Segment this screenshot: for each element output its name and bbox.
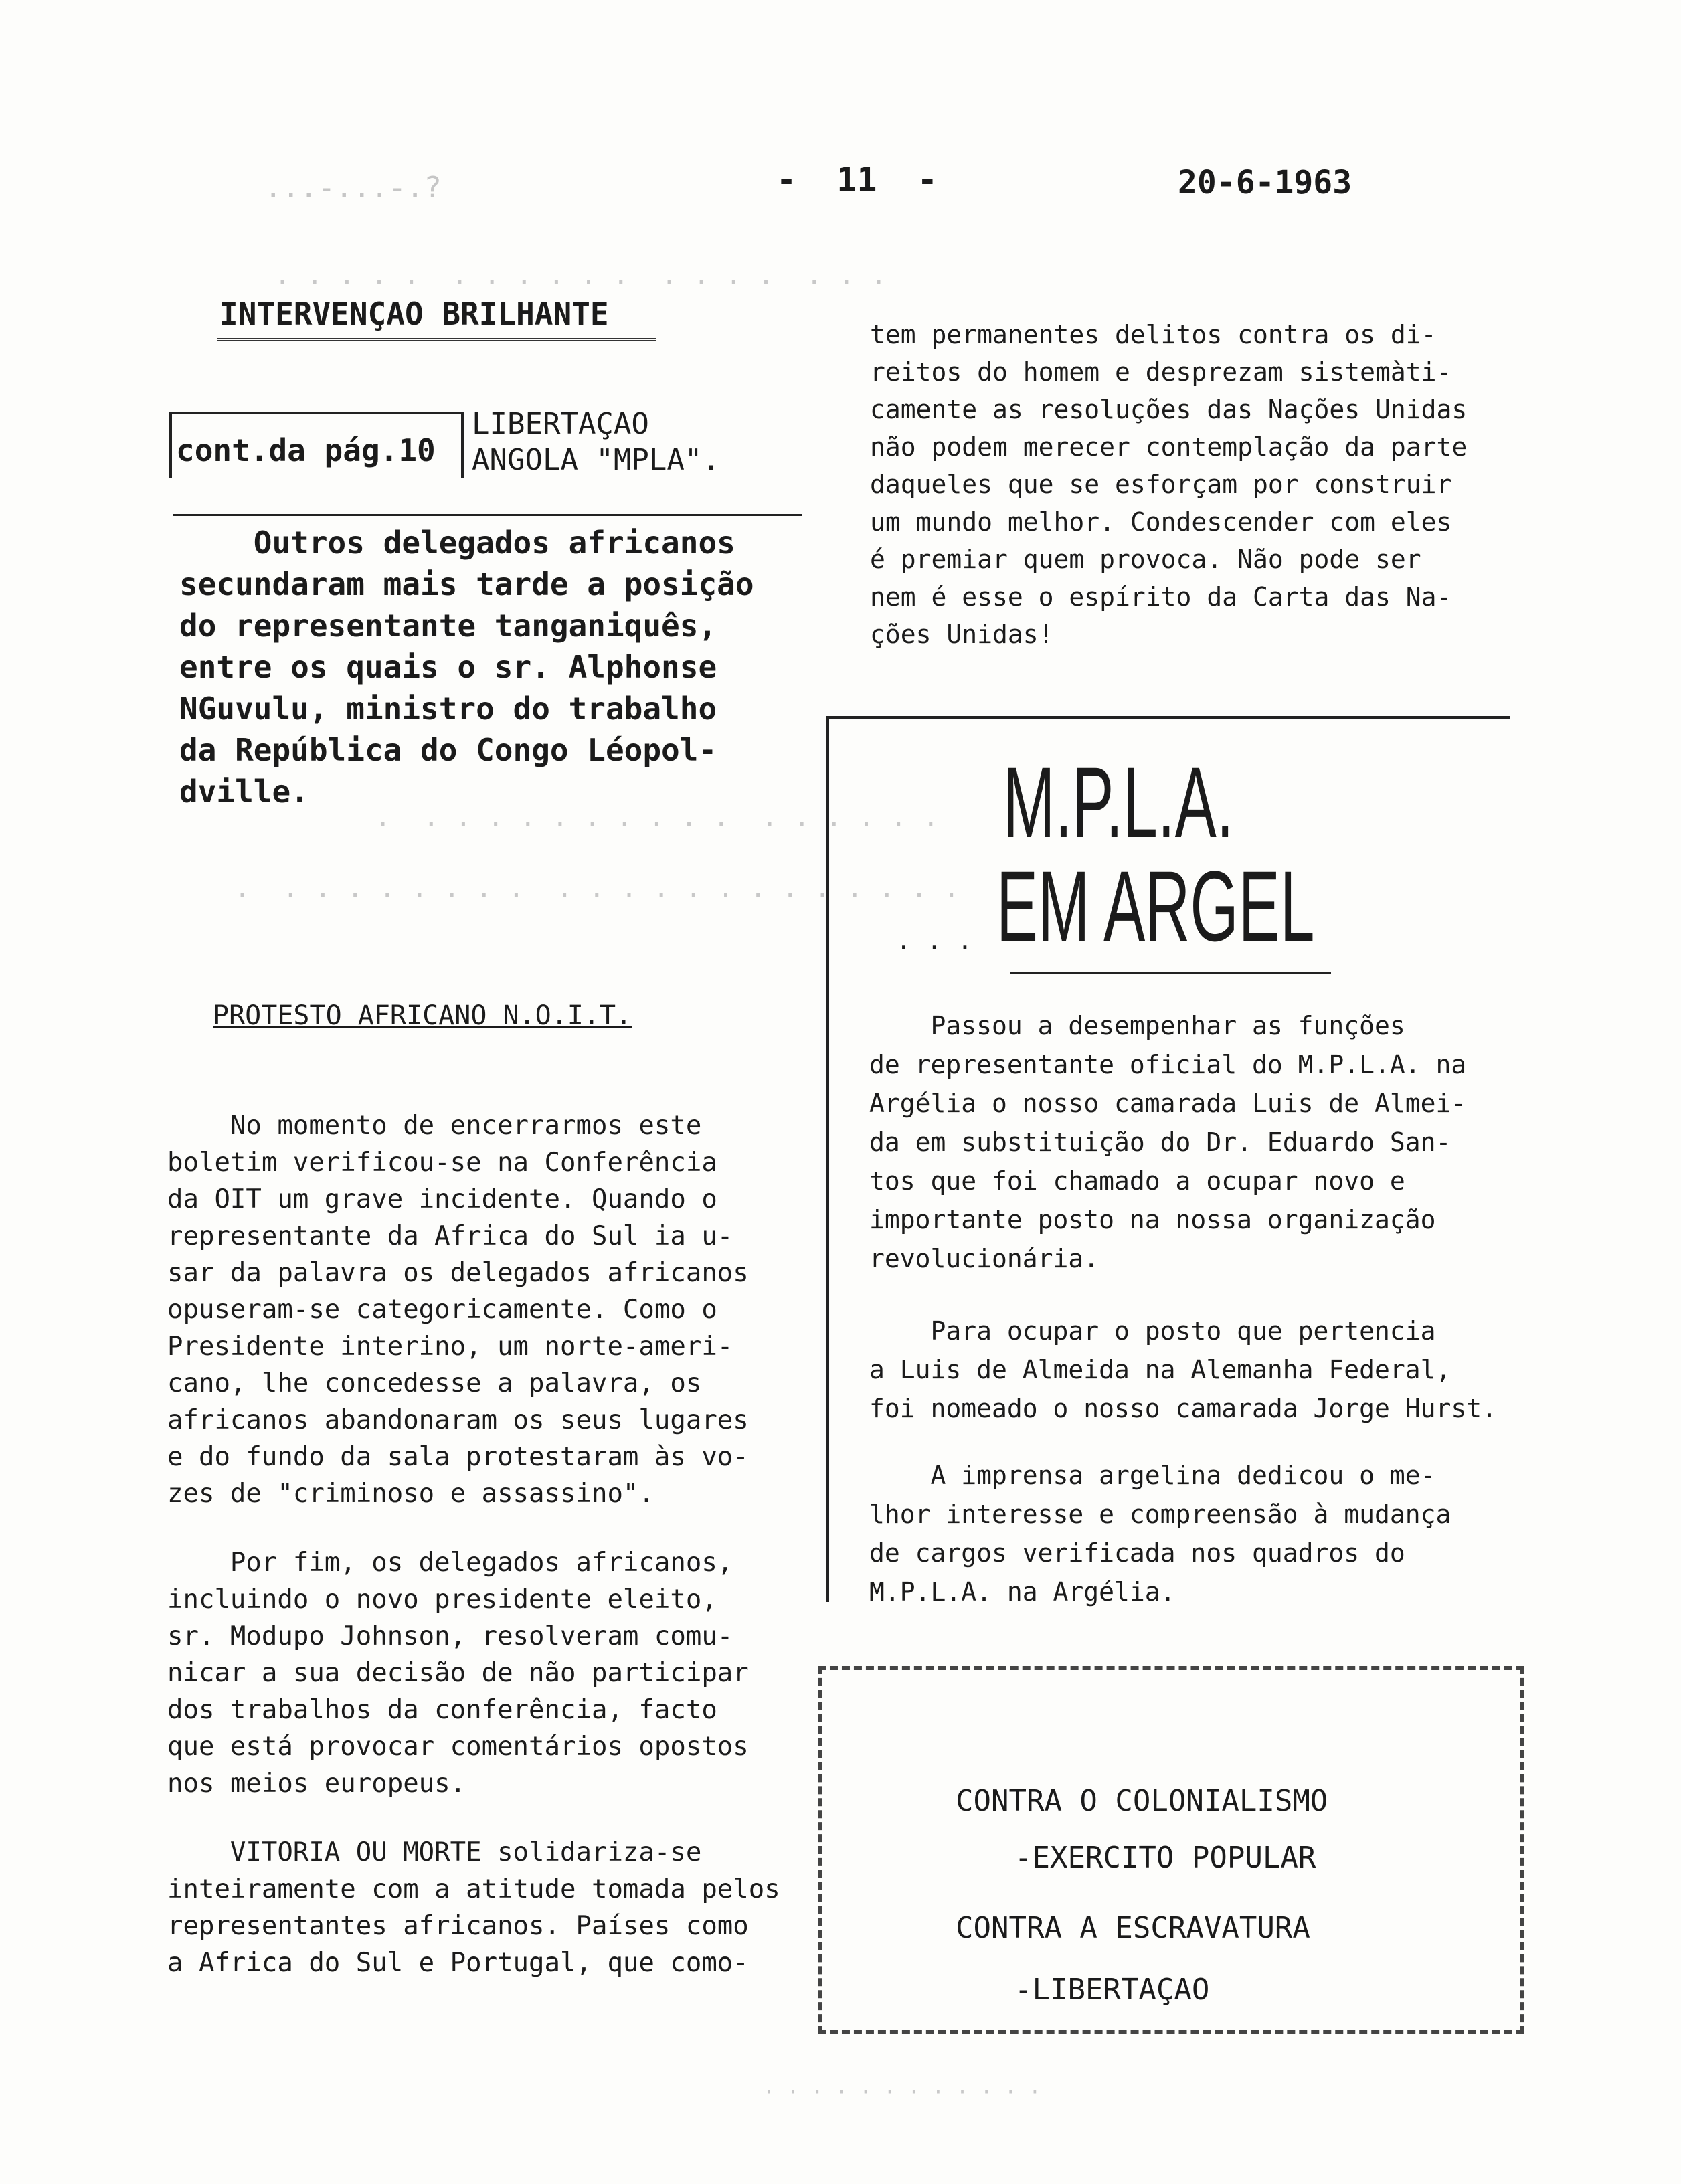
- continued-from-box: [169, 412, 464, 478]
- bleed-through-text: · · · · · · · · · · · · · · · · · ·: [274, 268, 887, 298]
- bleed-through-text: · · · · · · · · · · · · · · · · ·: [375, 810, 939, 840]
- mpla-headline: EM ARGEL: [996, 850, 1315, 962]
- article-paragraph: Passou a desempenhar as funções de representante oficial do M.P.L.A. na Argélia o nosso camarada Luis de Almei- da em substituição do Dr. Eduardo San- tos que foi chamado a ocupar novo e importante posto na nossa organização revolucionária.: [869, 1011, 1467, 1273]
- article-paragraph: Outros delegados africanos secundaram mais tarde a posição do representante tanganiquês, entre os quais o sr. Alphonse NGuvulu, ministro do trabalho da República do Congo Léopol- dville.: [179, 525, 754, 810]
- divider-line: [173, 514, 802, 516]
- bleed-through-text: · · · · · · · · · · · ·: [763, 2081, 1041, 2104]
- slogan-line: CONTRA O COLONIALISMO: [956, 1784, 1328, 1818]
- mpla-headline: M.P.L.A.: [1003, 746, 1234, 858]
- slogan-box: [818, 1666, 1524, 2034]
- article-subtitle: ANGOLA "MPLA".: [472, 443, 720, 477]
- mpla-box: [826, 716, 1510, 1607]
- faded-reference: ...-...-.?: [264, 171, 442, 205]
- slogan-line: CONTRA A ESCRAVATURA: [956, 1911, 1310, 1945]
- article-subtitle: LIBERTAÇAO: [472, 407, 649, 441]
- article-paragraph: Para ocupar o posto que pertencia a Luis de Almeida na Alemanha Federal, foi nomeado o nosso camarada Jorge Hurst.: [869, 1316, 1497, 1423]
- issue-date: 20-6-1963: [1178, 164, 1352, 201]
- article-title: INTERVENÇAO BRILHANTE: [219, 296, 609, 332]
- article-continuation: tem permanentes delitos contra os di- reitos do homem e desprezam sistemàti- camente as resoluções das Nações Unidas não podem merecer contemplação da parte daqueles que se esforçam por construir um mundo melhor. Condescender com eles é premiar quem provoca. Não pode ser nem é esse o espírito da Carta das Na- ções Unidas!: [870, 320, 1468, 649]
- page-number: - 11 -: [776, 161, 938, 199]
- title-double-underline: [217, 338, 656, 341]
- slogan-line: -EXERCITO POPULAR: [1014, 1841, 1316, 1875]
- article-title: PROTESTO AFRICANO N.O.I.T.: [213, 1000, 632, 1031]
- article-paragraph: No momento de encerrarmos este boletim verificou-se na Conferência da OIT um grave incidente. Quando o representante da Africa do Sul ia u- sar da palavra os delegados africanos opuseram-se categoricamente. Como o Presidente interino, um norte-ameri- cano, lhe concedesse a palavra, os africanos abandonaram os seus lugares e do fundo da sala protestaram às vo- zes de "criminoso e assassino".: [167, 1111, 749, 1509]
- continued-from-label: cont.da pág.10: [176, 432, 436, 468]
- headline-underline: [1010, 972, 1331, 974]
- article-paragraph: A imprensa argelina dedicou o me- lhor interesse e compreensão à mudança de cargos verificada nos quadros do M.P.L.A. na Argélia.: [869, 1461, 1451, 1607]
- article-paragraph: VITORIA OU MORTE solidariza-se inteiramente com a atitude tomada pelos representantes africanos. Países como a Africa do Sul e Portugal, que como-: [167, 1837, 780, 1978]
- article-body: [167, 1107, 780, 1981]
- bleed-through-text: · · · · · · · · · · · · · · · · · · · · · ·: [234, 880, 960, 911]
- article-paragraph: Por fim, os delegados africanos, incluindo o novo presidente eleito, sr. Modupo Johnson, resolveram comu- nicar a sua decisão de não participar dos trabalhos da conferência, facto que está provocar comentários opostos nos meios europeus.: [167, 1548, 749, 1799]
- headline-ornament: . . .: [896, 926, 973, 955]
- slogan-line: -LIBERTAÇAO: [1014, 1973, 1210, 2007]
- mpla-text: [869, 1006, 1497, 1611]
